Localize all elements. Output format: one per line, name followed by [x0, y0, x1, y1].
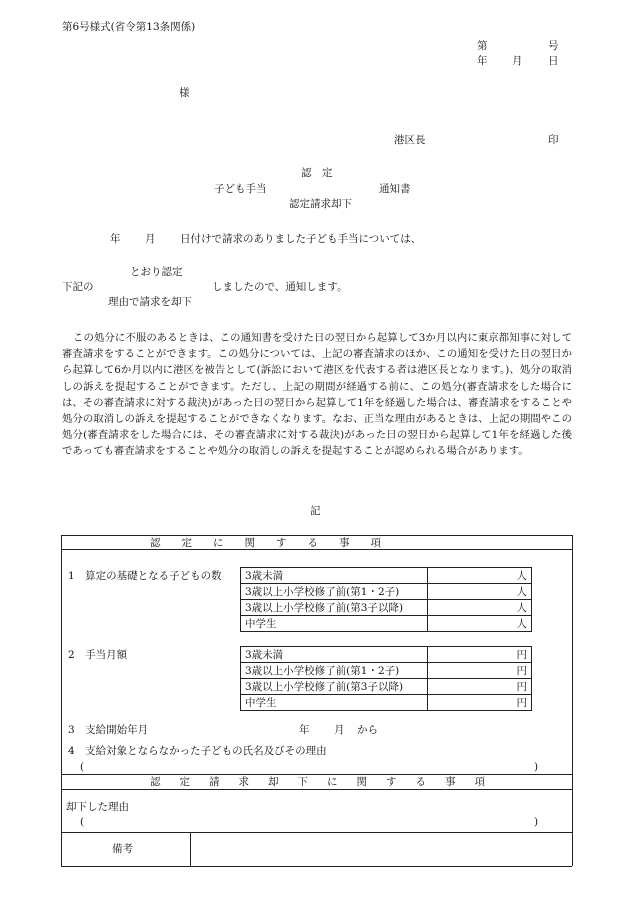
section2-header: 認定請求却下に関する事項	[150, 776, 504, 788]
section2-top-border	[61, 774, 572, 775]
intro-text: 日付けで請求のありました子ども手当については、	[180, 233, 422, 245]
unit-cell: 円	[516, 697, 527, 709]
category-cell: 3歳以上小学校修了前(第3子以降)	[245, 681, 404, 693]
result-prefix: 下記の	[62, 281, 94, 293]
title-option-rejection: 認定請求却下	[289, 198, 352, 210]
number-prefix: 第	[477, 40, 488, 52]
item2-label: 2 手当月額	[68, 649, 128, 661]
table-bottom-border	[61, 866, 572, 867]
unit-cell: 人	[516, 570, 527, 582]
section1-header: 認定に関する事項	[150, 537, 402, 549]
category-cell: 3歳以上小学校修了前(第1・2子)	[245, 586, 400, 598]
unit-cell: 人	[516, 618, 527, 630]
item2-table	[240, 646, 532, 711]
category-cell: 3歳未満	[245, 649, 284, 661]
notice-paragraph: この処分に不服のあるときは、この通知書を受けた日の翌日から起算して3か月以内に東京都知事に対して審査請求をすることができます。この処分については、上記の審査請求のほか、この通知を受けた日の翌日から起算して6か月以内に港区を被告として(訴訟において港区を代表する者は港区長となります。)、処分の取消しの訴えを提起することができます。ただし、上記の期間が経過する前に、この処分(審査請求をした場合には、その審査請求に対する裁決)があった日の翌日から起算して1年を経過した場合は、審査請求をすることや処分の取消しの訴えを提起することができなくなります。なお、正当な理由があるときは、上記の期間やこの処分(審査請求をした場合には、その審査請求に対する裁決)があった日の翌日から起算して1年を経過した後であっても審査請求をすることや処分の取消しの訴えを提起することが認められる場合があります。	[62, 332, 572, 458]
title-suffix: 通知書	[379, 183, 411, 195]
item4-close-paren: )	[534, 761, 539, 773]
table-top-border	[61, 535, 572, 536]
date-year: 年	[477, 55, 488, 67]
date-day: 日	[548, 55, 559, 67]
table-left-border	[61, 535, 62, 866]
table-row	[241, 695, 531, 711]
seal-mark: 印	[548, 134, 559, 146]
item3-month: 月	[334, 724, 345, 736]
section2-header-border	[61, 789, 572, 790]
result-suffix: しましたので、通知します。	[212, 281, 348, 293]
remarks-top-border	[61, 832, 572, 833]
table-right-border	[572, 535, 573, 866]
category-cell: 3歳以上小学校修了前(第3子以降)	[245, 602, 404, 614]
result-option-approval: とおり認定	[130, 266, 183, 278]
rejection-label: 却下した理由	[66, 801, 129, 813]
table-row	[241, 616, 531, 632]
unit-cell: 人	[516, 602, 527, 614]
item3-from: から	[357, 724, 378, 736]
category-cell: 3歳未満	[245, 570, 284, 582]
category-cell: 3歳以上小学校修了前(第1・2子)	[245, 665, 400, 677]
unit-cell: 人	[516, 586, 527, 598]
section1-header-border	[61, 549, 572, 550]
number-suffix: 号	[548, 40, 559, 52]
remarks-divider	[190, 832, 191, 866]
table-row	[241, 679, 531, 695]
addressee-suffix: 様	[179, 87, 190, 99]
table-row	[241, 584, 531, 600]
item1-label: 1 算定の基礎となる子どもの数	[68, 570, 222, 582]
intro-month: 月	[145, 233, 156, 245]
remarks-label: 備考	[112, 843, 133, 855]
table-row	[241, 600, 531, 616]
date-month: 月	[512, 55, 523, 67]
item1-table	[240, 567, 532, 632]
table-row	[241, 568, 531, 584]
ki-mark: 記	[310, 505, 321, 517]
result-option-rejection: 理由で請求を却下	[108, 296, 192, 308]
item4-label: 4 支給対象とならなかった子どもの氏名及びその理由	[68, 745, 327, 757]
table-row	[241, 663, 531, 679]
intro-year: 年	[110, 233, 121, 245]
category-cell: 中学生	[245, 618, 277, 630]
rejection-open-paren: (	[80, 816, 85, 828]
title-main: 子ども手当	[214, 183, 267, 195]
unit-cell: 円	[516, 681, 527, 693]
item4-open-paren: (	[80, 761, 85, 773]
unit-cell: 円	[516, 665, 527, 677]
issuer: 港区長	[394, 134, 426, 146]
title-option-approval: 認 定	[301, 167, 333, 179]
table-row	[241, 647, 531, 663]
rejection-close-paren: )	[534, 816, 539, 828]
unit-cell: 円	[516, 649, 527, 661]
form-label: 第6号様式(省令第13条関係)	[62, 21, 196, 33]
item3-label: 3 支給開始年月	[68, 724, 149, 736]
category-cell: 中学生	[245, 697, 277, 709]
item3-year: 年	[299, 724, 310, 736]
